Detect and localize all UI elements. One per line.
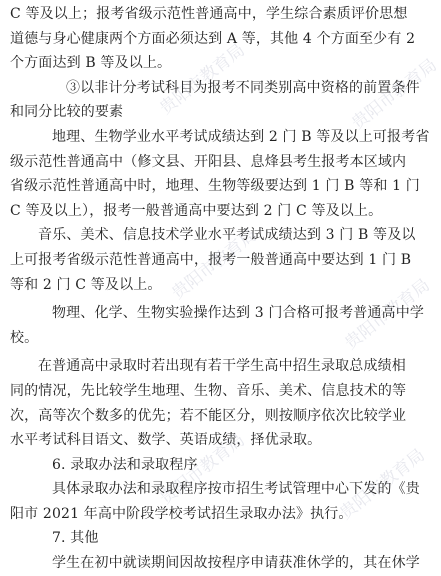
text-line-11: 上可报考省级示范性普通高中，报考一般普通高中要达到 1 门 B: [10, 251, 412, 268]
text-line-1: C 等及以上；报考省级示范性普通高中，学生综合素质评价思想: [10, 6, 408, 22]
text-line-18: 水平考试科目语文、数学、英语成绩，择优录取。: [10, 432, 322, 449]
text-line-16: 同的情况，先比较学生地理、生物、音乐、美术、信息技术的等: [10, 382, 407, 399]
text-line-15: 在普通高中录取时若出现有若干学生高中招生录取总成绩相: [38, 358, 406, 375]
text-line-6: 地理、生物学业水平考试成绩达到 2 门 B 等及以上可报考省: [52, 128, 430, 145]
text-line-21: 阳市 2021 年高中阶段学校考试招生录取办法》执行。: [10, 505, 353, 522]
section-heading-6: 6. 录取办法和录取程序: [52, 456, 198, 473]
text-line-7: 级示范性普通高中（修文县、开阳县、息烽县考生报考本区域内: [10, 153, 407, 170]
text-line-14: 校。: [10, 329, 39, 346]
text-line-23: 学生在初中就读期间因故按程序申请获准休学的，其在休学: [52, 555, 420, 572]
text-line-3: 个方面达到 B 等及以上。: [10, 55, 172, 72]
text-line-2: 道德与身心健康两个方面必须达到 A 等，其他 4 个方面至少有 2: [10, 30, 416, 47]
subsection-heading-line-1: ③以非计分考试科目为报考不同类别高中资格的前置条件: [66, 79, 420, 96]
watermark: 贵阳市教育局: [156, 40, 249, 119]
watermark: 贵阳市教育局: [168, 225, 261, 304]
text-line-20: 具体录取办法和录取程序按市招生考试管理中心下发的《贵: [52, 481, 420, 498]
text-line-13: 物理、化学、生物实验操作达到 3 门合格可报考普通高中学: [52, 305, 425, 322]
section-heading-7: 7. 其他: [52, 530, 99, 547]
subsection-heading-line-2: 和同分比较的要素: [10, 104, 124, 121]
text-line-10: 音乐、美术、信息技术学业水平考试成绩达到 3 门 B 等及以: [38, 227, 416, 244]
watermark: 贵阳市教育局: [156, 430, 249, 509]
text-line-9: C 等及以上），报考一般普通高中要达到 2 门 C 等及以上。: [10, 202, 383, 219]
watermark: 贵阳市教育局: [341, 275, 434, 354]
watermark: 贵阳市教育局: [336, 445, 429, 524]
text-line-8: 省级示范性普通高中时，地理、生物等级要达到 1 门 B 等和 1 门: [10, 178, 420, 195]
watermark: 贵阳市教育局: [348, 55, 441, 134]
text-line-17: 次，高等次个数多的优先；若不能区分，则按顺序依次比较学业: [10, 407, 407, 424]
text-line-12: 等和 2 门 C 等及以上。: [10, 276, 162, 293]
